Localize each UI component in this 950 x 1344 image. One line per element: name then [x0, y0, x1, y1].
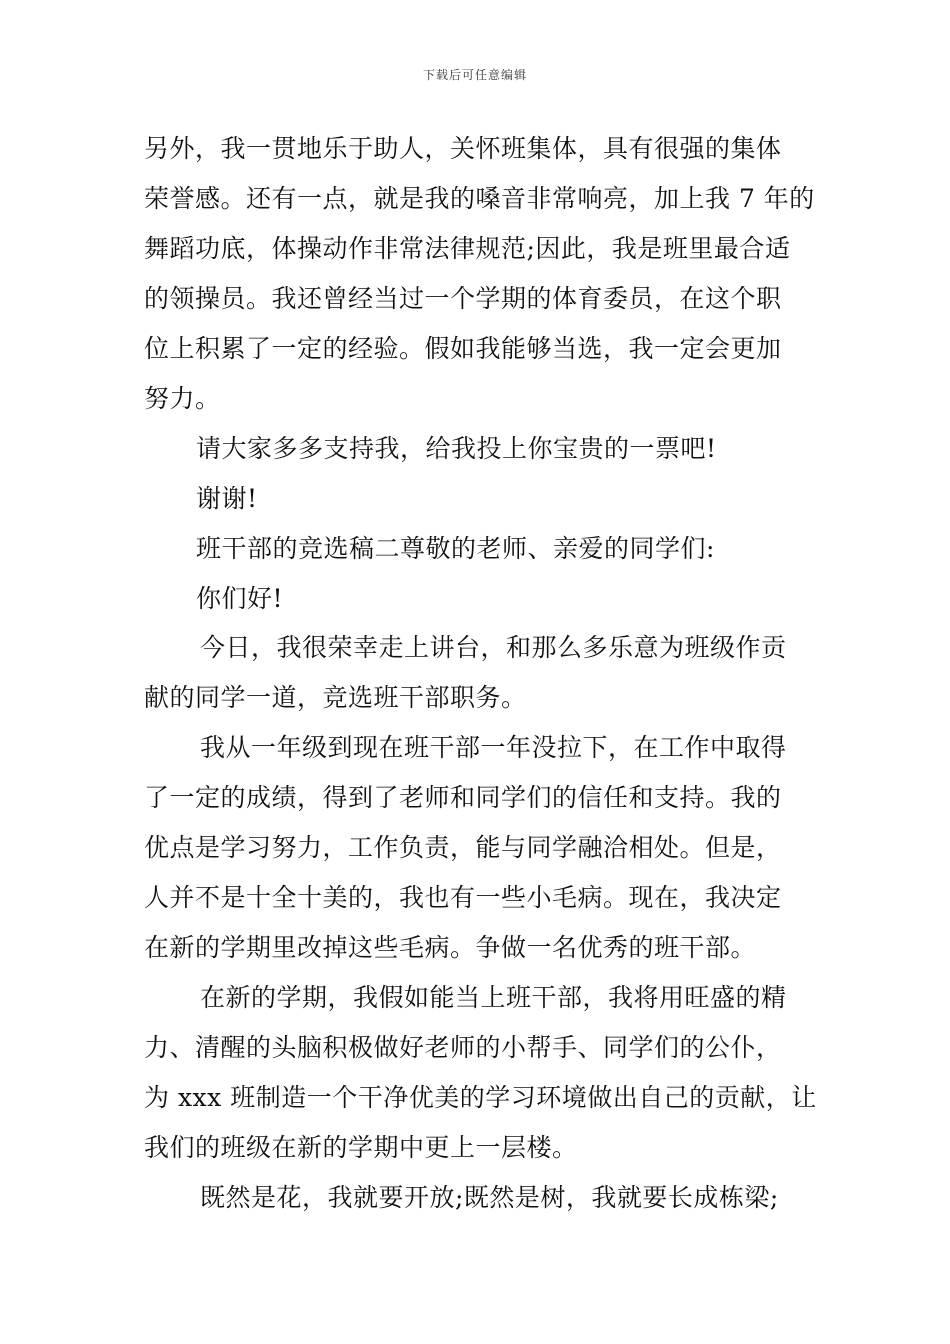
text-line: 荣誉感。还有一点，就是我的嗓音非常响亮，加上我 7 年的	[144, 184, 815, 213]
text-line: 努力。	[144, 384, 221, 413]
text-line: 班干部的竞选稿二尊敬的老师、亲爱的同学们:	[196, 534, 715, 563]
text-line: 为 xxx 班制造一个干净优美的学习环境做出自己的贡献，让	[144, 1083, 817, 1112]
text-line: 请大家多多支持我，给我投上你宝贵的一票吧!	[196, 434, 717, 463]
text-line: 既然是花，我就要开放;既然是树，我就要长成栋梁;	[200, 1183, 779, 1212]
text-line: 我从一年级到现在班干部一年没拉下，在工作中取得	[200, 733, 787, 762]
page-header: 下载后可任意编辑	[422, 68, 527, 82]
text-line: 了一定的成绩，得到了老师和同学们的信任和支持。我的	[144, 783, 782, 812]
text-line: 今日，我很荣幸走上讲台，和那么多乐意为班级作贡	[200, 633, 787, 662]
text-line: 谢谢!	[196, 484, 258, 513]
text-line: 舞蹈功底，体操动作非常法律规范;因此，我是班里最合适	[144, 234, 791, 263]
text-line: 力、清醒的头脑积极做好老师的小帮手、同学们的公仆，	[144, 1033, 782, 1062]
text-line: 人并不是十全十美的，我也有一些小毛病。现在，我决定	[144, 883, 782, 912]
text-line: 优点是学习努力，工作负责，能与同学融洽相处。但是，	[144, 833, 782, 862]
text-line: 献的同学一道，竞选班干部职务。	[144, 683, 527, 712]
text-line: 我们的班级在新的学期中更上一层楼。	[144, 1133, 578, 1162]
text-line: 你们好!	[196, 584, 284, 613]
text-line: 另外，我一贯地乐于助人，关怀班集体，具有很强的集体	[144, 134, 782, 163]
text-line: 的领操员。我还曾经当过一个学期的体育委员，在这个职	[144, 284, 782, 313]
text-line: 在新的学期里改掉这些毛病。争做一名优秀的班干部。	[144, 933, 757, 962]
text-line: 在新的学期，我假如能当上班干部，我将用旺盛的精	[200, 983, 787, 1012]
text-line: 位上积累了一定的经验。假如我能够当选，我一定会更加	[144, 334, 782, 363]
